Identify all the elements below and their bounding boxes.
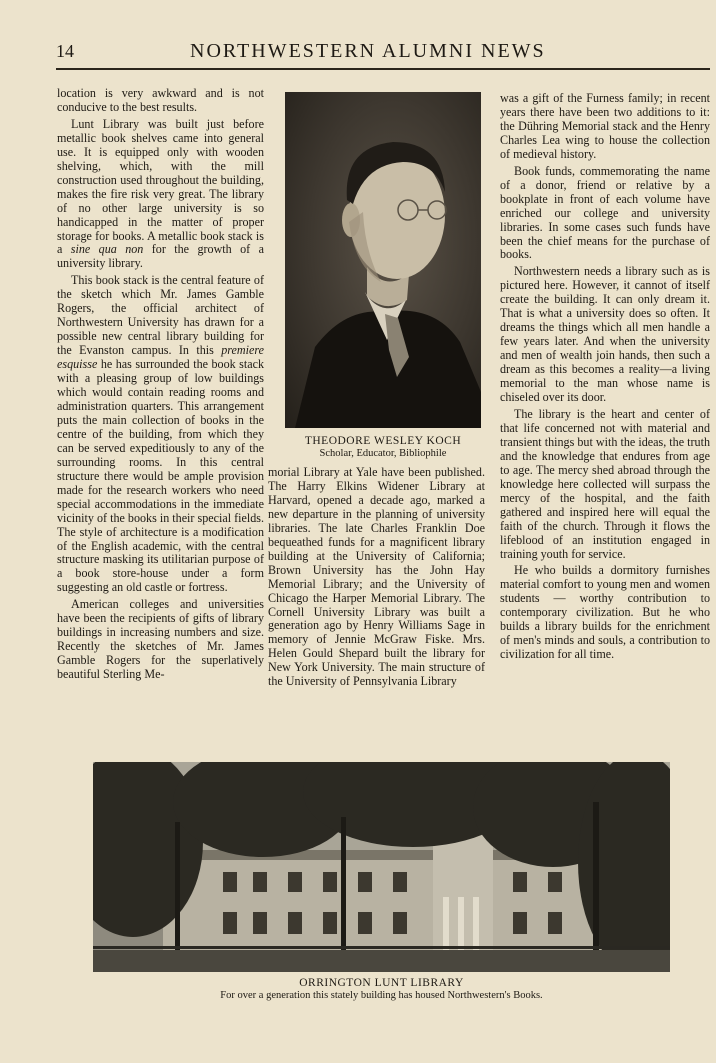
text-column-right [500,92,710,665]
paragraph: American colleges and universities have been the recipients of gifts of library buildings in increasing numbers and size. Recently the sketches of Mr. James Gamble Rogers for the superlatively beautiful Sterling Me- [57,597,264,682]
paragraph: Book funds, commemorating the name of a donor, friend or relative by a bookplate in front of each volume have enriched our college and university libraries. In some cases such funds have been the chief means for the purchase of books. [500,163,710,262]
paragraph: Northwestern needs a library such as is pictured here. However, it cannot of itself create the building. It can only dream it. That is what a university does so often. It dreams the things which all men handle a few years later. And when the university and men of wealth join hands, then such a dream as this becomes a reality—a living memorial to the man whose name is chiseled over its door. [500,264,710,405]
paragraph: He who builds a dormitory furnishes material comfort to young men and women students — worthy contribution to contemporary civilization. But he who builds a library builds for the enrichment of men's minds and souls, a contribution to civilization for all time. [500,563,710,662]
photo-caption-title: ORRINGTON LUNT LIBRARY [299,977,464,989]
photo-caption-subtitle: For over a generation this stately building has housed Northwestern's Books. [220,990,543,1001]
paragraph: was a gift of the Furness family; in recent years there have been two additions to it: the Dühring Memorial stack and the Henry Charles Lea wing to house the collection of medieval history. [500,91,710,161]
portrait-caption-name: THEODORE WESLEY KOCH [304,435,462,447]
publication-title: NORTHWESTERN ALUMNI NEWS [190,40,546,62]
portrait-caption-role: Scholar, Educator, Bibliophile [319,448,447,459]
page-number: 14 [56,41,74,61]
paragraph: This book stack is the central feature of the sketch which Mr. James Gamble Rogers, the official architect of Northwestern University has drawn for a possible new central library building for the Evanston campus. In this premiere esquisse he has surrounded the book stack with a pleasing group of low buildings which would contain reading rooms and administration quarters. This arrangement puts the main collection of books in the centre of the building, from which they can be served expeditiously to any of the surrounding rooms. In this central structure there would be ample provision made for the research workers who need special accommodations in the immediate vicinity of the books in their special fields. The style of architecture is a modification of the English academic, with the central structure masking its utilitarian purpose of a book store-house under a form suggesting an old castle or fortress. [57,273,265,595]
paragraph: location is very awkward and is not conducive to the best results. [57,86,264,114]
paragraph: The library is the heart and center of that life concerned not with material and transient things but with the ideas, the truth and the knowledge that endures from age to age. The mercy shed abroad through the knowledge here collected will surpass the mercy of the hospital, and the faith gathered and inspired here will equal the faith of the church. Through it flows the lifeblood of an institution engaged in training youth for service. [500,406,710,561]
text-column-middle [268,466,485,692]
portrait-photo [285,92,481,428]
library-building-photo [93,762,670,972]
header-rule [56,68,710,70]
paragraph: morial Library at Yale have been published. The Harry Elkins Widener Library at Harvard, opened a decade ago, marked a new departure in the planning of university libraries. The late Charles Franklin Doe bequeathed funds for a magnificent library building at the University of California; Brown University has the John Hay Memorial Library; and the University of Chicago the Harper Memorial Library. The Cornell University Library was built a generation ago by Henry Williams Sage in memory of Jennie McGraw Fiske. Mrs. Helen Gould Shepard built the library for New York University. The main structure of the University of Pennsylvania Library [268,465,485,689]
text-column-left [57,87,264,685]
paragraph: Lunt Library was built just before metallic book shelves came into general use. It is equipped only with wooden shelving, which, with the mill construction used throughout the building, makes the fire risk very great. The library of no other large university is so handicapped in the matter of proper storage for books. A metallic book stack is a sine qua non for the growth of a university library. [57,116,264,271]
